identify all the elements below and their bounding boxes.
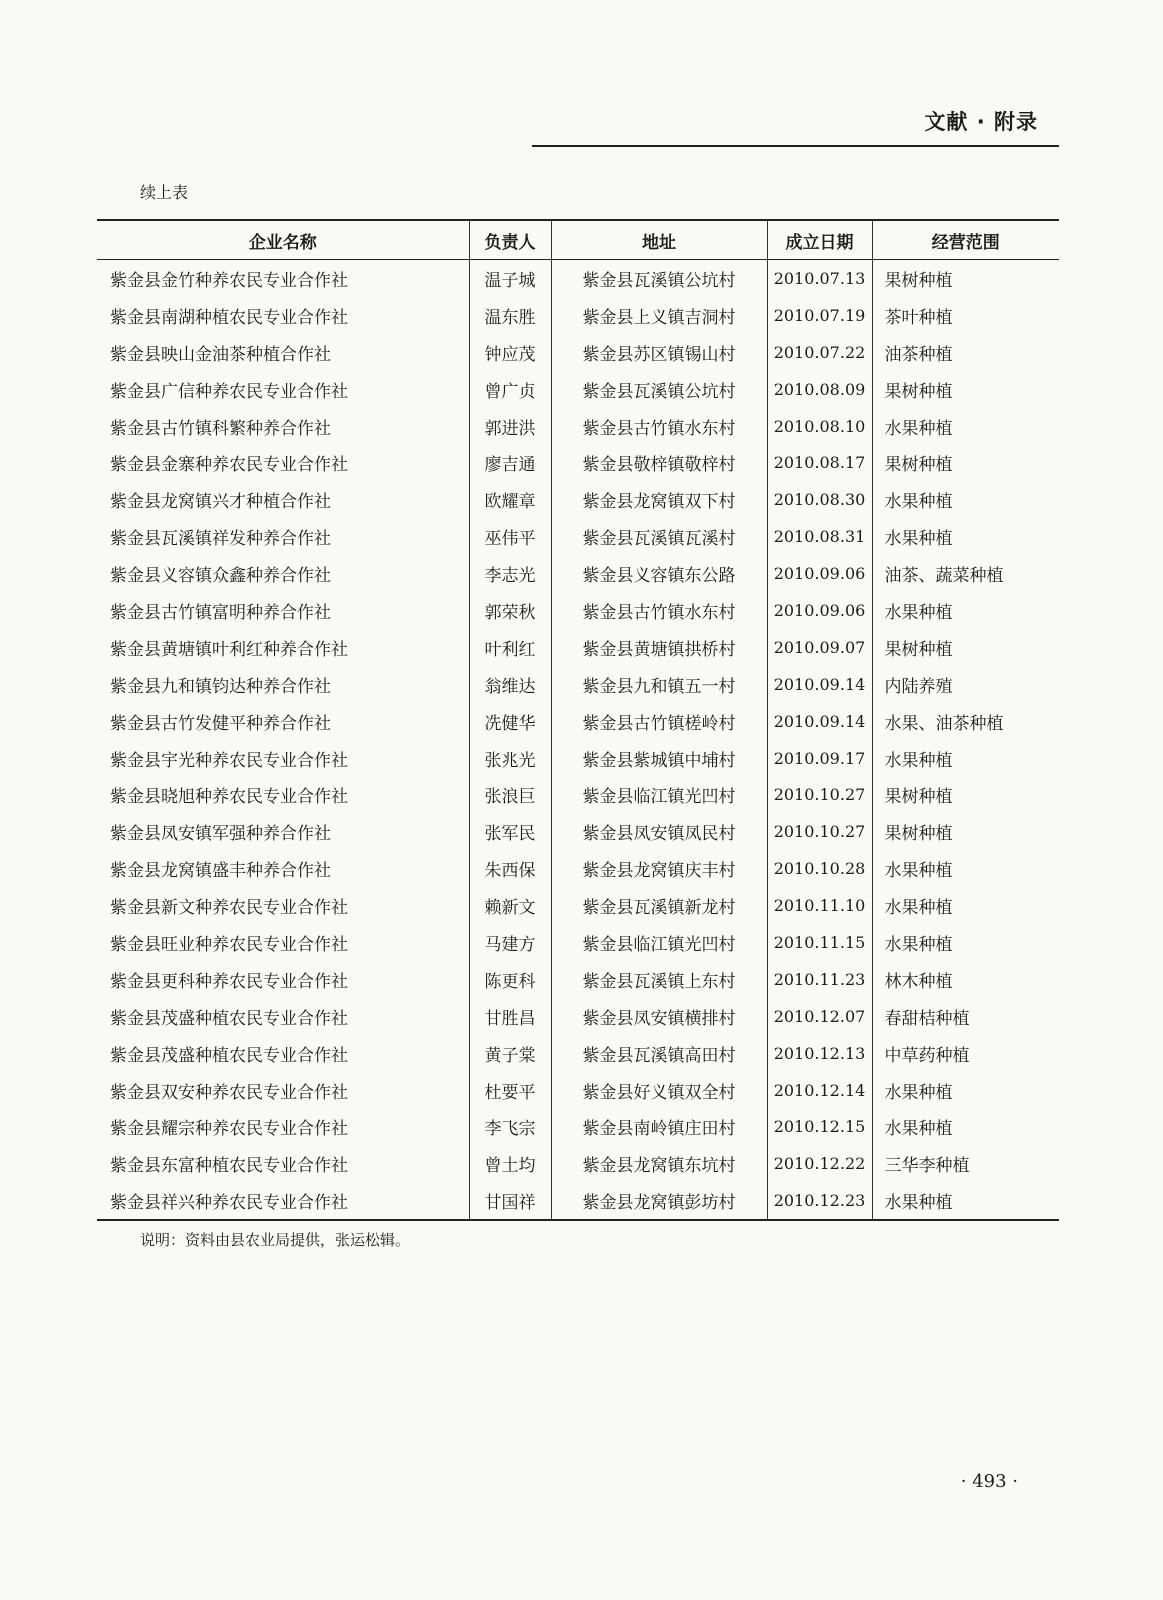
cell-business-scope: 果树种植: [872, 813, 1059, 850]
cell-address: 紫金县瓦溪镇新龙村: [551, 887, 767, 924]
cell-established-date: 2010.12.22: [767, 1145, 872, 1182]
cooperatives-table-wrapper: [97, 219, 1059, 1221]
table-row: [97, 1072, 1059, 1109]
cell-established-date: 2010.08.10: [767, 408, 872, 445]
cell-enterprise-name: 紫金县新文种养农民专业合作社: [110, 898, 348, 919]
table-row: [97, 334, 1059, 371]
column-header-address: 地址: [551, 220, 767, 260]
cell-enterprise-name: 紫金县瓦溪镇祥发种养合作社: [110, 529, 331, 550]
cell-established-date: 2010.07.19: [767, 297, 872, 334]
cell-owner: 钟应茂: [469, 334, 551, 371]
cell-address: 紫金县龙窝镇庆丰村: [551, 850, 767, 887]
cell-address: 紫金县瓦溪镇瓦溪村: [551, 518, 767, 555]
cell-enterprise-name: 紫金县宇光种养农民专业合作社: [110, 750, 348, 771]
cell-business-scope: 果树种植: [872, 776, 1059, 813]
cell-owner: 翁维达: [469, 666, 551, 703]
cell-owner: 巫伟平: [469, 518, 551, 555]
cell-business-scope: 水果种植: [872, 740, 1059, 777]
cell-business-scope: 水果种植: [872, 481, 1059, 518]
cell-owner: 曾土均: [469, 1145, 551, 1182]
cell-established-date: 2010.09.06: [767, 592, 872, 629]
table-row: [97, 1035, 1059, 1072]
cell-owner: 甘胜昌: [469, 998, 551, 1035]
cell-address: 紫金县好义镇双全村: [551, 1072, 767, 1109]
cell-address: 紫金县瓦溪镇公坑村: [551, 371, 767, 408]
cell-address: 紫金县九和镇五一村: [551, 666, 767, 703]
header-rule: [532, 145, 1059, 147]
cell-enterprise-name: 紫金县黄塘镇叶利红种养合作社: [110, 639, 348, 660]
table-row: [97, 740, 1059, 777]
cell-established-date: 2010.08.30: [767, 481, 872, 518]
cell-owner: 张兆光: [469, 740, 551, 777]
cell-established-date: 2010.11.23: [767, 961, 872, 998]
cell-address: 紫金县临江镇光凹村: [551, 776, 767, 813]
cell-address: 紫金县古竹镇槎岭村: [551, 703, 767, 740]
cell-address: 紫金县瓦溪镇公坑村: [551, 260, 767, 297]
cell-owner: 黄子棠: [469, 1035, 551, 1072]
cell-address: 紫金县瓦溪镇高田村: [551, 1035, 767, 1072]
cell-enterprise-name: 紫金县茂盛种植农民专业合作社: [110, 1045, 348, 1066]
cell-established-date: 2010.11.10: [767, 887, 872, 924]
table-row: [97, 408, 1059, 445]
table-header-row: [97, 220, 1059, 260]
cell-owner: 甘国祥: [469, 1182, 551, 1220]
cell-owner: 李志光: [469, 555, 551, 592]
table-row: [97, 813, 1059, 850]
cell-business-scope: 春甜桔种植: [872, 998, 1059, 1035]
cell-owner: 叶利红: [469, 629, 551, 666]
cell-enterprise-name: 紫金县古竹发健平种养合作社: [110, 713, 331, 734]
cell-business-scope: 林木种植: [872, 961, 1059, 998]
table-row: [97, 371, 1059, 408]
cell-business-scope: 水果种植: [872, 518, 1059, 555]
cell-owner: 温子城: [469, 260, 551, 297]
cell-business-scope: 水果种植: [872, 408, 1059, 445]
table-row: [97, 260, 1059, 297]
page-number: · 493 ·: [960, 1471, 1018, 1492]
table-row: [97, 961, 1059, 998]
cell-business-scope: 内陆养殖: [872, 666, 1059, 703]
table-row: [97, 1182, 1059, 1220]
source-note: 说明：资料由县农业局提供，张运松辑。: [140, 1231, 411, 1249]
cell-established-date: 2010.08.09: [767, 371, 872, 408]
table-row: [97, 444, 1059, 481]
cell-enterprise-name: 紫金县义容镇众鑫种养合作社: [110, 566, 331, 587]
cell-enterprise-name: 紫金县九和镇钧达种养合作社: [110, 676, 331, 697]
cell-owner: 张浪巨: [469, 776, 551, 813]
column-header-date: 成立日期: [767, 220, 872, 260]
cell-enterprise-name: 紫金县古竹镇富明种养合作社: [110, 602, 331, 623]
cell-owner: 马建方: [469, 924, 551, 961]
cell-business-scope: 茶叶种植: [872, 297, 1059, 334]
cell-business-scope: 三华李种植: [872, 1145, 1059, 1182]
cell-address: 紫金县紫城镇中埔村: [551, 740, 767, 777]
cell-address: 紫金县凤安镇横排村: [551, 998, 767, 1035]
cell-enterprise-name: 紫金县金竹种养农民专业合作社: [110, 270, 348, 291]
cell-established-date: 2010.09.14: [767, 666, 872, 703]
cell-owner: 廖吉通: [469, 444, 551, 481]
cell-enterprise-name: 紫金县茂盛种植农民专业合作社: [110, 1008, 348, 1029]
cell-address: 紫金县瓦溪镇上东村: [551, 961, 767, 998]
cell-established-date: 2010.10.27: [767, 813, 872, 850]
table-row: [97, 481, 1059, 518]
cell-enterprise-name: 紫金县映山金油茶种植合作社: [110, 344, 331, 365]
table-row: [97, 629, 1059, 666]
cell-established-date: 2010.08.17: [767, 444, 872, 481]
table-row: [97, 887, 1059, 924]
cell-established-date: 2010.12.23: [767, 1182, 872, 1220]
column-header-scope: 经营范围: [872, 220, 1059, 260]
cell-established-date: 2010.09.07: [767, 629, 872, 666]
table-row: [97, 555, 1059, 592]
cooperatives-table: [97, 219, 1059, 1221]
cell-enterprise-name: 紫金县金寨种养农民专业合作社: [110, 455, 348, 476]
cell-enterprise-name: 紫金县晓旭种养农民专业合作社: [110, 787, 348, 808]
cell-business-scope: 水果、油茶种植: [872, 703, 1059, 740]
column-header-owner: 负责人: [469, 220, 551, 260]
table-row: [97, 1108, 1059, 1145]
running-head: 文献 · 附录: [924, 110, 1038, 134]
cell-established-date: 2010.07.13: [767, 260, 872, 297]
cell-address: 紫金县临江镇光凹村: [551, 924, 767, 961]
cell-established-date: 2010.12.07: [767, 998, 872, 1035]
cell-address: 紫金县古竹镇水东村: [551, 592, 767, 629]
table-row: [97, 850, 1059, 887]
cell-enterprise-name: 紫金县南湖种植农民专业合作社: [110, 307, 348, 328]
table-row: [97, 703, 1059, 740]
cell-enterprise-name: 紫金县东富种植农民专业合作社: [110, 1156, 348, 1177]
cell-business-scope: 水果种植: [872, 887, 1059, 924]
cell-address: 紫金县黄塘镇拱桥村: [551, 629, 767, 666]
cell-address: 紫金县上义镇吉洞村: [551, 297, 767, 334]
cell-owner: 杜要平: [469, 1072, 551, 1109]
cell-established-date: 2010.09.14: [767, 703, 872, 740]
cell-business-scope: 果树种植: [872, 260, 1059, 297]
cell-established-date: 2010.09.17: [767, 740, 872, 777]
cell-established-date: 2010.11.15: [767, 924, 872, 961]
cell-business-scope: 水果种植: [872, 850, 1059, 887]
cell-enterprise-name: 紫金县凤安镇军强种养合作社: [110, 824, 331, 845]
cell-established-date: 2010.12.15: [767, 1108, 872, 1145]
cell-address: 紫金县凤安镇凤民村: [551, 813, 767, 850]
cell-established-date: 2010.10.28: [767, 850, 872, 887]
cell-owner: 张军民: [469, 813, 551, 850]
table-row: [97, 666, 1059, 703]
cell-owner: 欧耀章: [469, 481, 551, 518]
cell-established-date: 2010.08.31: [767, 518, 872, 555]
cell-owner: 郭荣秋: [469, 592, 551, 629]
column-header-name: 企业名称: [97, 220, 469, 260]
cell-owner: 赖新文: [469, 887, 551, 924]
cell-owner: 朱西保: [469, 850, 551, 887]
cell-owner: 郭进洪: [469, 408, 551, 445]
table-row: [97, 776, 1059, 813]
cell-established-date: 2010.12.13: [767, 1035, 872, 1072]
cell-enterprise-name: 紫金县古竹镇科繁种养合作社: [110, 418, 331, 439]
cell-business-scope: 果树种植: [872, 444, 1059, 481]
table-body: [97, 260, 1059, 1221]
cell-enterprise-name: 紫金县双安种养农民专业合作社: [110, 1082, 348, 1103]
cell-address: 紫金县苏区镇锡山村: [551, 334, 767, 371]
cell-business-scope: 果树种植: [872, 629, 1059, 666]
cell-address: 紫金县龙窝镇东坑村: [551, 1145, 767, 1182]
cell-address: 紫金县龙窝镇双下村: [551, 481, 767, 518]
cell-address: 紫金县龙窝镇彭坊村: [551, 1182, 767, 1220]
cell-enterprise-name: 紫金县祥兴种养农民专业合作社: [110, 1193, 348, 1214]
cell-established-date: 2010.07.22: [767, 334, 872, 371]
cell-business-scope: 水果种植: [872, 1072, 1059, 1109]
table-row: [97, 924, 1059, 961]
table-row: [97, 998, 1059, 1035]
cell-business-scope: 油茶种植: [872, 334, 1059, 371]
cell-address: 紫金县义容镇东公路: [551, 555, 767, 592]
cell-established-date: 2010.12.14: [767, 1072, 872, 1109]
cell-established-date: 2010.10.27: [767, 776, 872, 813]
cell-address: 紫金县敬梓镇敬梓村: [551, 444, 767, 481]
cell-enterprise-name: 紫金县耀宗种养农民专业合作社: [110, 1119, 348, 1140]
cell-enterprise-name: 紫金县广信种养农民专业合作社: [110, 381, 348, 402]
cell-owner: 冼健华: [469, 703, 551, 740]
cell-business-scope: 水果种植: [872, 1108, 1059, 1145]
cell-enterprise-name: 紫金县龙窝镇兴才种植合作社: [110, 492, 331, 513]
continuation-label: 续上表: [140, 183, 189, 202]
table-row: [97, 592, 1059, 629]
table-row: [97, 1145, 1059, 1182]
cell-owner: 李飞宗: [469, 1108, 551, 1145]
cell-business-scope: 中草药种植: [872, 1035, 1059, 1072]
cell-business-scope: 油茶、蔬菜种植: [872, 555, 1059, 592]
table-row: [97, 297, 1059, 334]
cell-address: 紫金县南岭镇庄田村: [551, 1108, 767, 1145]
cell-business-scope: 果树种植: [872, 371, 1059, 408]
cell-enterprise-name: 紫金县龙窝镇盛丰种养合作社: [110, 861, 331, 882]
cell-address: 紫金县古竹镇水东村: [551, 408, 767, 445]
cell-owner: 陈更科: [469, 961, 551, 998]
cell-business-scope: 水果种植: [872, 1182, 1059, 1220]
cell-enterprise-name: 紫金县更科种养农民专业合作社: [110, 971, 348, 992]
cell-business-scope: 水果种植: [872, 924, 1059, 961]
cell-owner: 温东胜: [469, 297, 551, 334]
table-row: [97, 518, 1059, 555]
cell-business-scope: 水果种植: [872, 592, 1059, 629]
cell-owner: 曾广贞: [469, 371, 551, 408]
cell-established-date: 2010.09.06: [767, 555, 872, 592]
cell-enterprise-name: 紫金县旺业种养农民专业合作社: [110, 934, 348, 955]
